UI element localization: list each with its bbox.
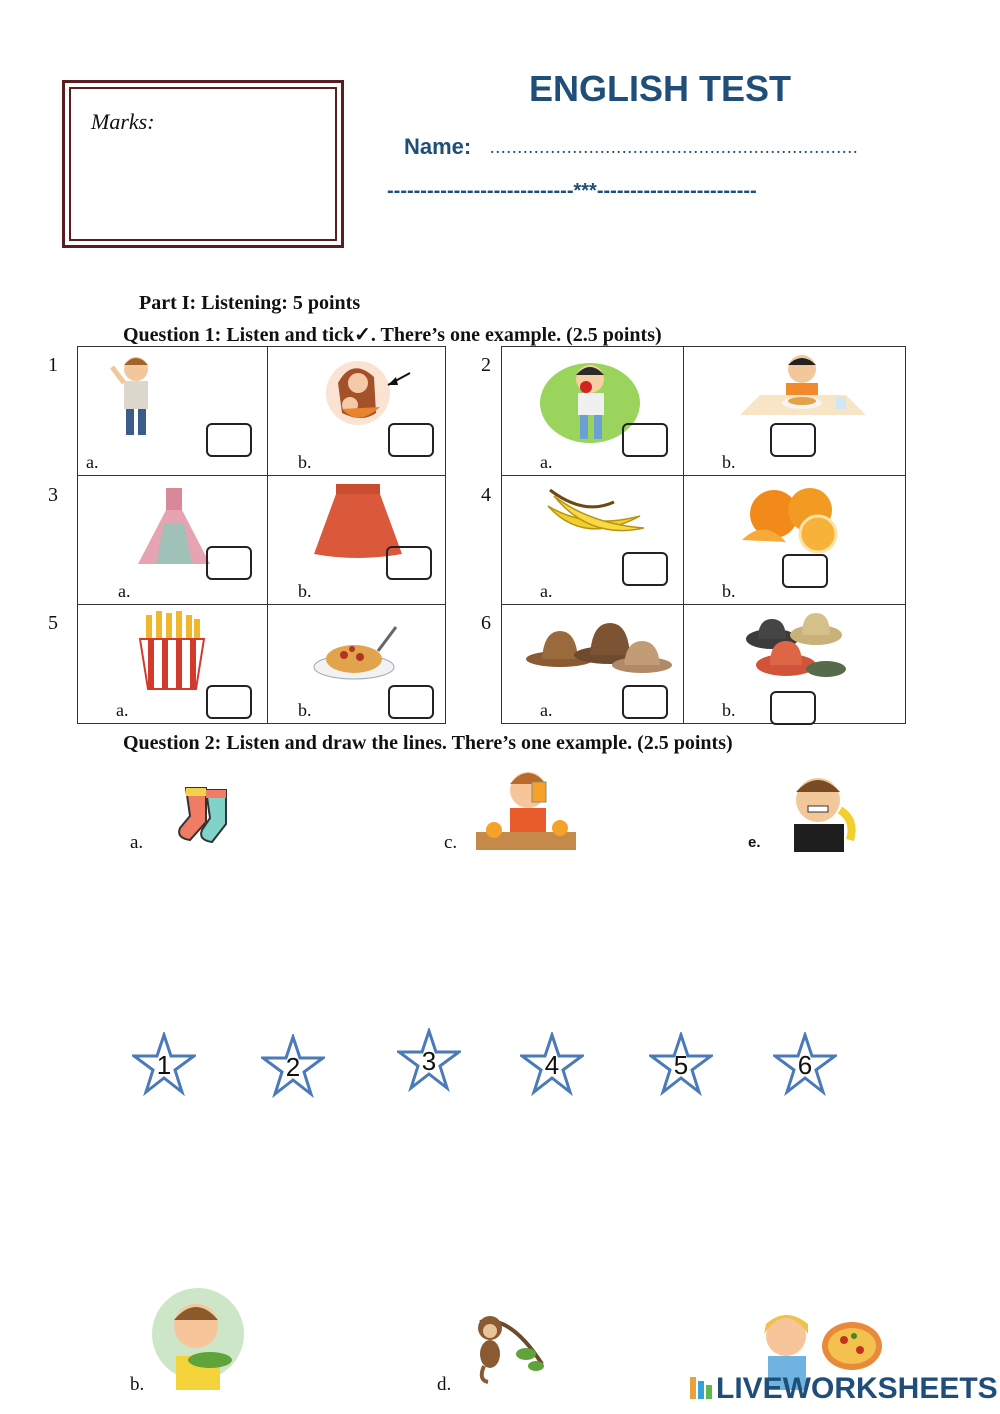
option-label: b.	[722, 700, 736, 720]
marks-box	[62, 80, 344, 248]
tick-box[interactable]	[206, 685, 252, 719]
star-number: 1	[156, 1050, 172, 1080]
star-number: 2	[285, 1052, 301, 1082]
oranges-picture	[740, 484, 848, 556]
option-label: b.	[298, 452, 312, 472]
option-label: b.	[298, 581, 312, 601]
tick-cell	[502, 605, 684, 724]
option-label: b.	[298, 700, 312, 720]
tick-box[interactable]	[388, 685, 434, 719]
tick-cell	[684, 347, 906, 476]
tick-cell	[268, 347, 446, 476]
question2-heading: Question 2: Listen and draw the lines. There’s one example. (2.5 points)	[123, 732, 733, 754]
tick-cell	[268, 605, 446, 724]
tick-cell	[78, 476, 268, 605]
tick-cell	[684, 476, 906, 605]
match-label: c.	[444, 832, 458, 853]
tick-box[interactable]	[386, 546, 432, 580]
option-label: a.	[118, 581, 131, 601]
star-number-1[interactable]	[132, 1032, 196, 1096]
option-label: a.	[116, 700, 129, 720]
star-number-2[interactable]	[261, 1034, 325, 1098]
option-label: b.	[722, 581, 736, 601]
item-number: 5	[48, 612, 58, 634]
option-label: a.	[540, 452, 553, 472]
option-label: a.	[86, 452, 99, 472]
ball-gown-picture	[134, 484, 214, 574]
marks-label: Marks:	[91, 109, 155, 134]
mother-and-child-picture	[322, 353, 422, 433]
tick-box[interactable]	[622, 423, 668, 457]
boy-drinking-juice-picture	[476, 760, 576, 850]
liveworksheets-logo	[690, 1377, 712, 1399]
question1-heading: Question 1: Listen and tick✓. There’s one example. (2.5 points)	[123, 324, 662, 346]
tick-cell	[268, 476, 446, 605]
tick-box[interactable]	[206, 546, 252, 580]
tick-table-right	[501, 346, 906, 724]
star-number: 4	[544, 1050, 560, 1080]
match-label: b.	[130, 1374, 145, 1395]
item-number: 4	[481, 484, 491, 506]
tick-cell	[502, 476, 684, 605]
boy-eating-banana-picture	[780, 768, 864, 852]
boy-waving-picture	[106, 353, 166, 439]
item-number: 2	[481, 354, 491, 376]
match-label: e.	[748, 834, 761, 851]
monkey-picture	[460, 1308, 544, 1388]
star-number-4[interactable]	[520, 1032, 584, 1096]
star-number: 3	[421, 1046, 437, 1076]
bananas-picture	[544, 486, 644, 552]
item-number: 3	[48, 484, 58, 506]
match-label: d.	[437, 1374, 452, 1395]
option-label: a.	[540, 581, 553, 601]
item-number: 6	[481, 612, 491, 634]
tick-box[interactable]	[770, 423, 816, 457]
star-number-5[interactable]	[649, 1032, 713, 1096]
french-fries-picture	[132, 611, 212, 691]
tick-cell	[684, 605, 906, 724]
header-divider: ----------------------------***------------------------	[387, 180, 757, 202]
option-label: a.	[540, 700, 553, 720]
tick-box[interactable]	[622, 685, 668, 719]
socks-picture	[172, 782, 238, 848]
spaghetti-picture	[312, 621, 402, 685]
item-number: 1	[48, 354, 58, 376]
tick-box[interactable]	[206, 423, 252, 457]
tick-box[interactable]	[782, 554, 828, 588]
name-field[interactable]: ...................................................................	[490, 137, 859, 157]
brown-hats-picture	[524, 615, 674, 679]
part1-heading: Part I: Listening: 5 points	[139, 292, 361, 314]
match-label: a.	[130, 832, 144, 853]
star-number: 5	[673, 1050, 689, 1080]
star-number-3[interactable]	[397, 1028, 461, 1092]
name-label: Name:	[404, 134, 472, 159]
star-number: 6	[797, 1050, 813, 1080]
page-title: ENGLISH TEST	[528, 68, 792, 109]
tick-table-left	[77, 346, 446, 724]
option-label: b.	[722, 452, 736, 472]
tick-cell	[78, 605, 268, 724]
boy-eating-noodles-picture	[740, 351, 866, 425]
colorful-hats-picture	[742, 609, 848, 687]
tick-cell	[78, 347, 268, 476]
boy-eating-salad-picture	[150, 1286, 248, 1390]
star-number-6[interactable]	[773, 1032, 837, 1096]
tick-box[interactable]	[770, 691, 816, 725]
tick-box[interactable]	[622, 552, 668, 586]
tick-box[interactable]	[388, 423, 434, 457]
tick-cell	[502, 347, 684, 476]
brand-watermark: LIVEWORKSHEETS	[716, 1372, 998, 1405]
